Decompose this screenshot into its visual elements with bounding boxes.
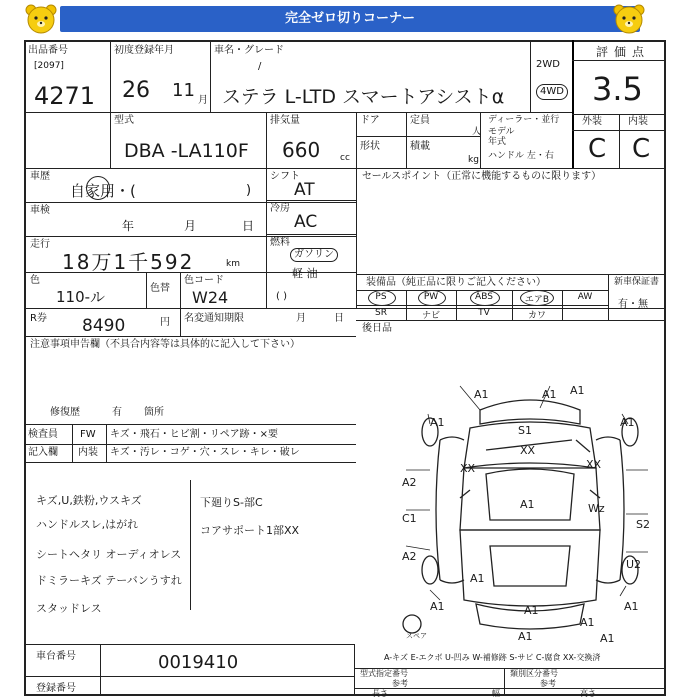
car-label: 車名・グレード	[214, 45, 284, 56]
capacity-label: 定員	[410, 115, 430, 126]
equip-airbag: エアB	[524, 295, 550, 305]
damage-mark: A1	[430, 416, 445, 429]
lot-number: 4271	[34, 82, 96, 110]
lot-label: 出品番号	[28, 45, 68, 56]
box-height: 高さ	[580, 689, 596, 698]
car-slash: /	[258, 61, 262, 72]
post-seat-label: 後日品	[362, 323, 392, 334]
damage-mark: A1	[570, 384, 585, 397]
equip-sr: SR	[375, 308, 387, 318]
damage-mark: XX	[520, 444, 536, 457]
registration-year: 26	[122, 78, 150, 103]
dealer-model-1: モデル	[488, 127, 515, 137]
shift-value: AT	[294, 180, 315, 200]
damage-mark: S2	[636, 518, 650, 531]
dealer-model-2: 年式	[488, 137, 507, 147]
new-warranty-label: 新車保証書	[614, 277, 660, 287]
notes-spot: 箇所	[144, 407, 164, 418]
registration-label: 初度登録年月	[114, 45, 174, 56]
fuel-label: 燃料	[270, 237, 290, 248]
recycle-label: R券	[30, 313, 47, 324]
fuel-options: ガソリン	[290, 248, 338, 262]
color-value: 110-ル	[56, 288, 106, 306]
damage-legend: A-キズ E-エクボ U-凹み W-補修跡 S-サビ C-腐食 XX-交換済	[384, 653, 601, 662]
mileage-unit: km	[226, 259, 240, 269]
remark-left-5: スタッドレス	[36, 602, 102, 615]
shape-label: 形状	[360, 141, 380, 152]
remark-left-3: シートヘタリ オーディオレス	[36, 548, 182, 561]
header-title: 完全ゼロ切りコーナー	[284, 11, 415, 26]
remark-right-1: 下廻りS-部C	[200, 496, 263, 509]
color-label: 色	[30, 275, 40, 286]
mascot-bear-icon-right	[612, 3, 646, 35]
box-class-no: 類別区分番号	[510, 669, 558, 678]
box-type-no: 型式指定番号	[360, 669, 408, 678]
shaken-month: 月	[184, 219, 197, 233]
ac-label: 冷房	[270, 203, 290, 214]
equip-abs: ABS	[475, 292, 493, 302]
equip-aw: AW	[577, 292, 593, 302]
remark-right-2: コアサポート1部XX	[200, 524, 300, 537]
load-label: 積載	[410, 141, 430, 152]
registration-month-unit: 月	[198, 95, 208, 106]
inspector-fw-label: FW	[80, 429, 96, 440]
grade-ext: C	[588, 134, 607, 164]
equip-pw: PW	[423, 292, 439, 302]
grade-label: 評価点	[596, 45, 651, 59]
damage-mark: XX	[460, 462, 476, 475]
box-ref-1: 参考	[392, 679, 408, 688]
damage-mark: A1	[542, 388, 557, 401]
fuel-paren: ( )	[276, 291, 287, 302]
remark-left-4: ドミラーキズ テーバンうすれ	[36, 574, 182, 587]
mileage-value: 18万1千592	[62, 250, 195, 274]
damage-mark: A1	[624, 600, 639, 613]
damage-mark: A1	[620, 416, 635, 429]
name-change-label: 名変通知期限	[184, 313, 244, 324]
mileage-label: 走行	[30, 239, 50, 250]
inspector-fw: キズ・飛石・ヒビ割・リペア跡・×要	[110, 429, 278, 440]
lot-sub: [2097]	[34, 61, 64, 71]
name-change-month: 月	[296, 313, 306, 324]
damage-mark: A1	[580, 616, 595, 629]
box-length: 長さ	[372, 689, 388, 698]
damage-mark: A1	[520, 498, 535, 511]
name-change-day: 日	[334, 313, 344, 324]
displacement-unit: cc	[340, 153, 350, 163]
drive-4wd: 4WD	[536, 84, 568, 100]
color-code: W24	[192, 288, 229, 307]
grade-int-label: 内装	[628, 116, 648, 127]
chassis-value: 0019410	[158, 652, 239, 673]
registration-month: 11	[172, 80, 195, 101]
doors-label: ドア	[360, 115, 380, 126]
damage-mark: C1	[402, 512, 417, 525]
damage-mark: A1	[524, 604, 539, 617]
notes-label: 注意事項申告欄（不具合内容等は具体的に記入して下さい）	[30, 339, 300, 350]
recycle-value: 8490	[82, 316, 126, 336]
damage-mark: XX	[586, 458, 602, 471]
displacement-label: 排気量	[270, 115, 300, 126]
inspector-label-2: 記入欄	[28, 447, 58, 458]
dealer-label: ディーラー・並行	[488, 115, 560, 125]
equip-tv: TV	[478, 308, 490, 318]
grade-ext-label: 外装	[582, 116, 602, 127]
fuel-diesel: 軽 油	[292, 267, 318, 280]
recycle-unit: 円	[160, 317, 170, 328]
equipment-label: 装備品（純正品に限りご記入ください）	[366, 277, 546, 288]
shaken-year: 年	[122, 219, 135, 233]
inspector-int-label: 内装	[78, 447, 98, 458]
grade-int: C	[632, 134, 651, 164]
body-circle	[86, 176, 110, 200]
body-value: 自家用・(	[70, 182, 136, 200]
spare-label: スペア	[406, 632, 427, 640]
damage-mark: A2	[402, 550, 417, 563]
new-warranty-value: 有・無	[618, 299, 648, 310]
dealer-person: 人	[472, 127, 482, 137]
mascot-bear-icon-left	[24, 3, 58, 35]
displacement-value: 660	[282, 138, 321, 162]
notes-repair: 修復歴	[50, 407, 80, 418]
grade-value: 3.5	[592, 70, 643, 108]
damage-mark: A1	[518, 630, 533, 642]
equip-ps: PS	[375, 292, 387, 302]
chassis-label: 車台番号	[36, 651, 76, 662]
damage-mark: A2	[402, 476, 417, 489]
damage-mark: A1	[600, 632, 615, 642]
inspector-int: キズ・汚レ・コゲ・穴・スレ・キレ・破レ	[110, 447, 300, 458]
model-value: DBA -LA110F	[124, 140, 249, 162]
drive-2wd: 2WD	[536, 59, 560, 70]
sales-point-label: セールスポイント（正常に機能するものに限ります）	[362, 171, 602, 182]
equip-leather: カワ	[527, 311, 546, 321]
color-change-label: 色替	[150, 283, 170, 294]
notes-has: 有	[112, 407, 122, 418]
box-ref-2: 参考	[540, 679, 556, 688]
shaken-label: 車検	[30, 205, 50, 216]
remark-left-1: キズ,U,鉄粉,ウスキズ	[36, 494, 142, 507]
inspector-label-1: 検査員	[28, 429, 58, 440]
equip-navi: ナビ	[421, 311, 440, 321]
damage-mark: A1	[470, 572, 485, 585]
reg-number-label: 登録番号	[36, 683, 76, 694]
shift-label: シフト	[270, 171, 300, 182]
box-width: 幅	[492, 689, 500, 698]
damage-mark: U2	[626, 558, 642, 571]
dealer-handle: ハンドル 左・右	[488, 151, 554, 161]
color-code-label: 色コード	[184, 275, 224, 286]
remark-left-2: ハンドルスレ,はがれ	[36, 518, 139, 531]
header-banner	[60, 6, 640, 32]
damage-mark: Wz	[588, 502, 605, 515]
damage-mark: A1	[430, 600, 445, 613]
damage-mark: A1	[474, 388, 489, 401]
body-label: 車歴	[30, 171, 50, 182]
car-diagram	[400, 380, 660, 642]
damage-mark: S1	[518, 424, 532, 437]
shaken-day: 日	[242, 219, 255, 233]
car-name: ステラ L-LTD スマートアシストα	[222, 86, 505, 108]
body-tail: )	[246, 183, 252, 198]
model-label: 型式	[114, 115, 134, 126]
load-unit: kg	[468, 155, 479, 165]
ac-value: AC	[294, 212, 318, 232]
